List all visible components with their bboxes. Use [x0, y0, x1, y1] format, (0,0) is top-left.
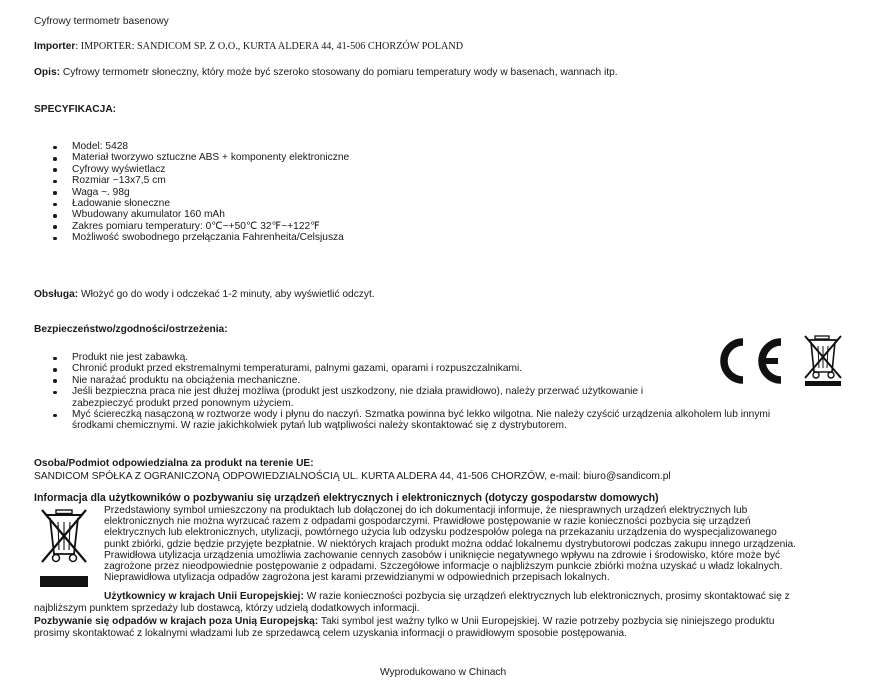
safety-item-line: środkami chemicznymi. W razie jakichkolwiek pytań lub wątpliwości należy skontaktować się z dystrybutorem.	[72, 420, 567, 432]
disposal-line: Nieprawidłowa utylizacja odpadów zagrożona jest karami przewidzianymi w odpowiednich przepisach lokalnych.	[104, 572, 610, 584]
importer-line	[34, 41, 463, 52]
disposal-line: zagrożone przez nieodpowiednie postępowanie z odpadami. Szczegółowe informacje o najbliższym punkcie zbiórki można uzyskać u władz lokalnych.	[104, 561, 783, 573]
eu-users-text: W razie konieczności pozbycia się urządzeń elektrycznych lub elektronicznych, prosimy skontaktować się z	[303, 591, 790, 602]
eu-users-line	[104, 591, 790, 602]
description-value: Cyfrowy termometr słoneczny, który może być szeroko stosowany do pomiaru temperatury wody w basenach, wannach itp.	[60, 67, 618, 78]
document-title: Cyfrowy termometr basenowy	[34, 16, 169, 27]
safety-list	[34, 352, 770, 432]
safety-item: Produkt nie jest zabawką.	[34, 352, 770, 363]
eu-users-label: Użytkownicy w krajach Unii Europejskiej:	[104, 591, 304, 602]
safety-item-line: zabezpieczyć produkt przed ponownym użyciem.	[72, 397, 294, 409]
crossed-out-wheeled-bin-icon	[800, 334, 846, 386]
spec-item: Możliwość swobodnego przełączania Fahrenheita/Celsjusza	[34, 232, 349, 243]
outside-eu-line-2: prosimy skontaktować z lokalnymi władzami lub ze sprzedawcą celem uzyskania informacji o prawidłowym sposobie postępowania.	[34, 628, 627, 639]
usage-line	[34, 289, 375, 300]
outside-eu-text: Taki symbol jest ważny tylko w Unii Europejskiej. W razie potrzeby pozbycia się niniejszego produktu	[318, 616, 775, 627]
disposal-line: Prawidłowa utylizacja urządzenia umożliwia zachowanie cennych zasobów i uniknięcie negatywnego wpływu na zdrowie i środowisko, które może być	[104, 549, 781, 561]
importer-value: : IMPORTER: SANDICOM SP. Z O.O., KURTA ALDERA 44, 41-506 CHORZÓW POLAND	[75, 41, 464, 52]
disposal-line: elektronicznych nie można wyrzucać razem z odpadami gospodarczymi. Prawidłowe postępowanie w razie konieczności pozbycia się urządzeń	[104, 516, 751, 528]
crossed-out-wheeled-bin-icon	[38, 508, 90, 588]
spec-item: Zakres pomiaru temperatury: 0℃~+50℃ 32℉~+122℉	[34, 221, 349, 232]
spec-item: Ładowanie słoneczne	[34, 198, 349, 209]
responsible-text: SANDICOM SPÓŁKA Z OGRANICZONĄ ODPOWIEDZIALNOŚCIĄ UL. KURTA ALDERA 44, 41-506 CHORZÓW, e-mail: biuro@sandicom.pl	[34, 471, 671, 482]
outside-eu-label: Pozbywanie się odpadów w krajach poza Unią Europejską:	[34, 616, 319, 627]
eu-users-line-2: najbliższym punktem sprzedaży lub dostawcą, którzy udzielą dodatkowych informacji.	[34, 603, 420, 614]
spec-item: Cyfrowy wyświetlacz	[34, 164, 349, 175]
safety-heading: Bezpieczeństwo/zgodności/ostrzeżenia:	[34, 324, 228, 335]
safety-item-line: Jeśli bezpieczna praca nie jest dłużej możliwa (produkt jest uszkodzony, nie działa prawidłowo), należy przerwać użytkowanie i	[72, 386, 644, 398]
specification-list	[34, 141, 349, 244]
importer-label: Importer	[34, 41, 76, 52]
made-in-footer: Wyprodukowano w Chinach	[380, 667, 507, 678]
spec-item: Rozmiar ~13x7,5 cm	[34, 175, 349, 186]
outside-eu-line	[34, 616, 774, 627]
description-label: Opis:	[34, 67, 61, 78]
spec-item: Waga ~. 98g	[34, 187, 349, 198]
description-line	[34, 67, 618, 78]
ce-mark-icon	[712, 334, 788, 388]
responsible-heading: Osoba/Podmiot odpowiedzialna za produkt na terenie UE:	[34, 458, 314, 469]
safety-item: Chronić produkt przed ekstremalnymi temperaturami, palnymi gazami, oparami i rozpuszczalnikami.	[34, 363, 770, 374]
safety-item	[34, 386, 770, 409]
spec-item: Model: 5428	[34, 141, 349, 152]
disposal-heading: Informacja dla użytkowników o pozbywaniu się urządzeń elektrycznych i elektronicznych (dotyczy gospodarstw domowych)	[34, 492, 659, 504]
disposal-line: punkt zbiórki, gdzie będzie przyjęte bezpłatnie. W niektórych krajach produkt można oddać lokalnemu dystrybutorowi podczas zakupu innego urządzenia.	[104, 538, 796, 550]
usage-label: Obsługa:	[34, 289, 79, 300]
safety-item: Nie narażać produktu na obciążenia mechaniczne.	[34, 375, 770, 386]
spec-item: Wbudowany akumulator 160 mAh	[34, 209, 349, 220]
spec-item: Materiał tworzywo sztuczne ABS + komponenty elektroniczne	[34, 152, 349, 163]
specification-heading: SPECYFIKACJA:	[34, 104, 117, 115]
disposal-line: elektrycznych lub elektronicznych, utylizacji, powtórnego użycia lub odzysku podzespołów polega na przekazaniu urządzenia do wyspecjalizowanego	[104, 527, 777, 539]
disposal-line: Przedstawiony symbol umieszczony na produktach lub dołączonej do ich dokumentacji informuje, że niesprawnych urządzeń elektrycznych lub	[104, 505, 748, 516]
safety-item	[34, 409, 770, 432]
usage-value: Włożyć go do wody i odczekać 1-2 minuty, aby wyświetlić odczyt.	[78, 289, 375, 300]
disposal-paragraph	[104, 505, 796, 583]
safety-item-line: Myć ściereczką nasączoną w roztworze wody i płynu do naczyń. Szmatka powinna być lekko wilgotna. Nie należy czyścić urządzenia alkoholem lub innymi	[72, 409, 771, 421]
